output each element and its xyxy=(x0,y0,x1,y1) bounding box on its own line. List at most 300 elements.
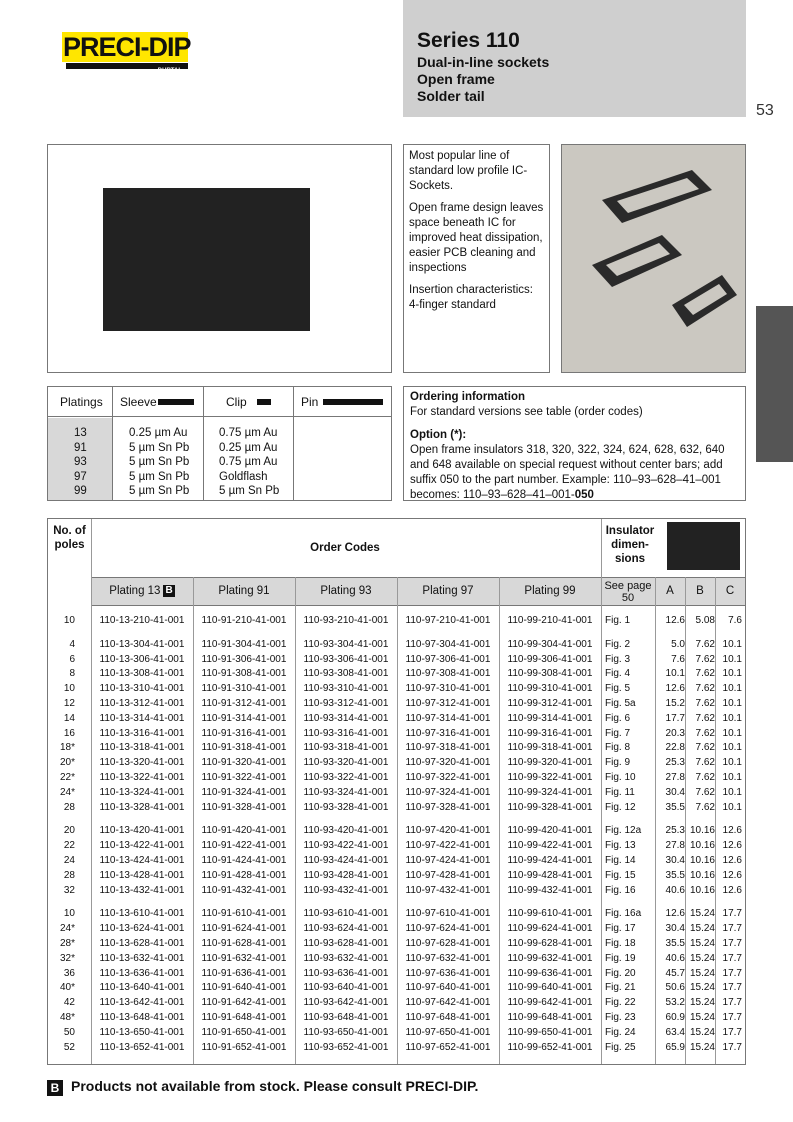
order-code-cell: 110-91-306-41-001 xyxy=(201,653,287,665)
option-suffix: 050 xyxy=(574,489,594,501)
order-code-cell: 110-13-628-41-001 xyxy=(99,937,185,949)
option-body: Open frame insulators 318, 320, 322, 324, 624, 628, 632, 640 and 648 available on special request without center bars; add suffix 050 to the part number. Example: 110–93–628–41–001 becomes: 110–93–628–41–001- xyxy=(410,444,725,501)
table-row xyxy=(48,1064,745,1065)
plating-code: 99 xyxy=(74,485,87,497)
order-code-cell: 110-93-640-41-001 xyxy=(303,982,389,994)
order-code-cell: 110-99-324-41-001 xyxy=(507,786,593,798)
insulator-drawing-placeholder xyxy=(667,522,740,570)
dim-c-cell: 10.1 xyxy=(722,742,742,754)
poles-header: No. of poles xyxy=(53,525,86,551)
dim-c-cell: 17.7 xyxy=(722,908,742,920)
order-code-cell: 110-97-318-41-001 xyxy=(405,742,491,754)
plating-13-header xyxy=(91,578,193,605)
figure-cell: Fig. 8 xyxy=(605,742,631,754)
order-code-cell: 110-93-316-41-001 xyxy=(303,727,389,739)
sleeve-swatch xyxy=(158,399,194,405)
order-code-cell: 110-97-428-41-001 xyxy=(405,869,491,881)
dim-b-header: B xyxy=(696,585,704,597)
dim-a-cell: 30.4 xyxy=(665,786,685,798)
dim-a-cell: 27.8 xyxy=(665,771,685,783)
dim-c-cell: 7.6 xyxy=(728,615,742,626)
order-code-cell: 110-99-648-41-001 xyxy=(507,1011,593,1023)
dim-b-cell xyxy=(688,1064,715,1065)
ordering-information xyxy=(403,386,746,501)
table-row xyxy=(48,682,745,697)
dim-b-cell: 7.62 xyxy=(695,742,715,754)
order-code-cell: 110-91-648-41-001 xyxy=(201,1011,287,1023)
figure-cell: Fig. 12 xyxy=(605,801,636,813)
sleeve-value: 5 µm Sn Pb xyxy=(129,470,190,483)
dim-a-cell: 65.9 xyxy=(665,1041,685,1053)
platings-divider xyxy=(293,387,294,500)
order-code-cell: 110-93-428-41-001 xyxy=(303,869,389,881)
figure-cell: Fig. 21 xyxy=(605,982,636,994)
order-code-cell: 110-99-210-41-001 xyxy=(507,615,593,626)
table-row xyxy=(48,869,745,884)
order-code-cell: 110-99-652-41-001 xyxy=(507,1041,593,1053)
dim-a-cell: 50.6 xyxy=(665,982,685,994)
order-code-cell: 110-13-322-41-001 xyxy=(99,771,185,783)
order-code-cell: 110-13-642-41-001 xyxy=(99,997,185,1009)
plating-code: 13 xyxy=(74,427,87,439)
order-code-cell: 110-13-610-41-001 xyxy=(99,908,185,920)
sleeve-value: 5 µm Sn Pb xyxy=(129,485,190,497)
order-code-cell: 110-99-610-41-001 xyxy=(507,908,593,920)
dim-c-cell: 12.6 xyxy=(722,884,742,896)
order-code-cell xyxy=(193,1064,295,1065)
figure-cell: Fig. 4 xyxy=(605,668,631,680)
poles-cell: 10 xyxy=(63,615,75,626)
dim-b-cell: 15.24 xyxy=(689,1041,715,1053)
order-code-cell: 110-91-312-41-001 xyxy=(201,697,287,709)
drawing-frame xyxy=(47,144,392,373)
sleeve-values xyxy=(129,426,189,499)
dim-b-cell: 7.62 xyxy=(695,771,715,783)
dim-a-cell: 20.3 xyxy=(665,727,685,739)
dim-b-cell: 7.62 xyxy=(695,683,715,695)
order-code-cell: 110-91-304-41-001 xyxy=(201,638,287,650)
clip-value: 5 µm Sn Pb xyxy=(219,485,280,497)
table-row xyxy=(48,1026,745,1041)
dim-c-cell: 17.7 xyxy=(722,1041,742,1053)
order-code-cell: 110-97-322-41-001 xyxy=(405,771,491,783)
figure-cell: Fig. 17 xyxy=(605,923,636,935)
dim-c-cell: 17.7 xyxy=(722,1026,742,1038)
poles-cell: 12 xyxy=(63,697,75,709)
table-row xyxy=(48,771,745,786)
dim-a-cell: 25.3 xyxy=(665,757,685,769)
dim-c-cell: 10.1 xyxy=(722,697,742,709)
order-code-cell: 110-91-432-41-001 xyxy=(201,884,287,896)
order-codes-header: Order Codes xyxy=(310,542,380,554)
figure-cell: Fig. 6 xyxy=(605,712,631,724)
order-code-cell: 110-99-422-41-001 xyxy=(507,840,593,852)
order-code-cell: 110-97-308-41-001 xyxy=(405,668,491,680)
order-code-cell: 110-91-610-41-001 xyxy=(201,908,287,920)
dim-b-cell: 10.16 xyxy=(689,854,715,866)
order-code-cell: 110-91-422-41-001 xyxy=(201,840,287,852)
order-code-cell: 110-91-652-41-001 xyxy=(201,1041,287,1053)
table-row xyxy=(48,854,745,869)
dim-c-header: C xyxy=(725,585,735,597)
order-code-cell: 110-97-304-41-001 xyxy=(405,638,491,650)
table-row xyxy=(48,1011,745,1026)
order-code-cell: 110-97-610-41-001 xyxy=(405,908,491,920)
dim-b-cell: 5.08 xyxy=(695,615,715,626)
poles-cell: 18* xyxy=(59,742,75,754)
drawing-placeholder xyxy=(103,188,310,331)
order-code-cell: 110-97-652-41-001 xyxy=(405,1041,491,1053)
figure-cell: Fig. 16 xyxy=(605,884,636,896)
order-code-cell xyxy=(295,1064,397,1065)
table-row xyxy=(48,756,745,771)
figure-cell: Fig. 5a xyxy=(605,697,636,709)
figure-cell: Fig. 1 xyxy=(605,615,631,626)
dim-b-cell: 10.16 xyxy=(689,840,715,852)
order-code-cell: 110-97-306-41-001 xyxy=(405,653,491,665)
platings-table xyxy=(47,386,392,501)
order-code-cell: 110-97-432-41-001 xyxy=(405,884,491,896)
clip-swatch xyxy=(257,399,271,405)
poles-cell: 36 xyxy=(63,967,75,979)
table-row xyxy=(48,801,745,816)
table-row xyxy=(48,697,745,712)
order-code-cell: 110-97-424-41-001 xyxy=(405,854,491,866)
dim-b-cell: 15.24 xyxy=(689,1026,715,1038)
dim-b-cell: 7.62 xyxy=(695,668,715,680)
order-code-cell: 110-91-320-41-001 xyxy=(201,757,287,769)
order-code-cell: 110-13-428-41-001 xyxy=(99,869,185,881)
description-text-2: Open frame design leaves space beneath IC for improved heat dissipation, easier PCB cleaning and inspections xyxy=(409,202,544,274)
dim-c-cell: 10.1 xyxy=(722,638,742,650)
order-code-cell xyxy=(499,1064,601,1065)
dim-a-cell: 53.2 xyxy=(665,997,685,1009)
order-code-cell: 110-97-642-41-001 xyxy=(405,997,491,1009)
product-photo xyxy=(561,144,746,373)
plating-91-header: Plating 91 xyxy=(218,585,270,597)
order-code-cell: 110-97-628-41-001 xyxy=(405,937,491,949)
order-code-cell: 110-13-310-41-001 xyxy=(99,683,185,695)
order-code-cell: 110-97-648-41-001 xyxy=(405,1011,491,1023)
ordering-subtitle: For standard versions see table (order codes) xyxy=(410,406,643,418)
figure-cell: Fig. 7 xyxy=(605,727,631,739)
order-code-cell: 110-13-640-41-001 xyxy=(99,982,185,994)
order-code-cell: 110-93-322-41-001 xyxy=(303,771,389,783)
logo-text: PRECI-DIP xyxy=(63,32,191,62)
table-row xyxy=(48,937,745,952)
order-code-cell: 110-93-324-41-001 xyxy=(303,786,389,798)
dim-c-cell: 17.7 xyxy=(722,937,742,949)
table-row xyxy=(48,614,745,629)
poles-cell: 20* xyxy=(59,757,75,769)
dim-b-cell: 7.62 xyxy=(695,727,715,739)
dim-a-cell: 30.4 xyxy=(665,923,685,935)
dim-b-cell: 7.62 xyxy=(695,801,715,813)
dim-b-cell: 15.24 xyxy=(689,908,715,920)
poles-cell: 28 xyxy=(63,869,75,881)
plating-subheader-row xyxy=(91,577,746,606)
clip-value: 0.75 µm Au xyxy=(219,456,278,468)
order-code-cell: 110-13-652-41-001 xyxy=(99,1041,185,1053)
table-row xyxy=(48,884,745,899)
socket-photo-illustration xyxy=(562,145,746,373)
dim-a-cell: 7.6 xyxy=(671,653,685,665)
order-code-cell: 110-97-210-41-001 xyxy=(405,615,491,626)
order-code-cell: 110-93-320-41-001 xyxy=(303,757,389,769)
page-number: 53 xyxy=(756,102,774,119)
figure-cell: Fig. 20 xyxy=(605,967,636,979)
dim-c-cell xyxy=(716,1064,742,1065)
dim-b-cell: 15.24 xyxy=(689,923,715,935)
description-text-3: Insertion characteristics: 4-finger standard xyxy=(409,284,533,311)
order-code-cell: 110-93-306-41-001 xyxy=(303,653,389,665)
order-code-cell: 110-91-428-41-001 xyxy=(201,869,287,881)
order-code-cell: 110-93-314-41-001 xyxy=(303,712,389,724)
dim-c-cell: 17.7 xyxy=(722,952,742,964)
order-code-cell: 110-91-640-41-001 xyxy=(201,982,287,994)
order-code-cell: 110-91-210-41-001 xyxy=(201,615,287,626)
footnote-text: Products not available from stock. Please consult PRECI-DIP. xyxy=(71,1078,479,1094)
figure-cell: Fig. 18 xyxy=(605,937,636,949)
table-row xyxy=(48,996,745,1011)
figure-cell: Fig. 22 xyxy=(605,997,636,1009)
order-code-cell: 110-91-324-41-001 xyxy=(201,786,287,798)
order-code-cell: 110-99-628-41-001 xyxy=(507,937,593,949)
order-code-cell: 110-97-324-41-001 xyxy=(405,786,491,798)
figure-cell: Fig. 23 xyxy=(605,1011,636,1023)
order-code-cell: 110-93-312-41-001 xyxy=(303,697,389,709)
plating-93-header: Plating 93 xyxy=(320,585,372,597)
poles-cell: 24* xyxy=(59,786,75,798)
dim-b-cell: 15.24 xyxy=(689,982,715,994)
title-line-2: Open frame xyxy=(417,71,495,87)
poles-cell xyxy=(48,1064,75,1065)
dim-b-cell: 7.62 xyxy=(695,757,715,769)
order-code-cell: 110-93-422-41-001 xyxy=(303,840,389,852)
order-code-cell: 110-97-328-41-001 xyxy=(405,801,491,813)
figure-cell: Fig. 2 xyxy=(605,638,631,650)
order-code-cell: 110-93-328-41-001 xyxy=(303,801,389,813)
dim-c-cell: 12.6 xyxy=(722,825,742,837)
preci-dip-logo xyxy=(62,32,191,74)
dim-c-cell: 10.1 xyxy=(722,712,742,724)
dim-a-cell: 27.8 xyxy=(665,840,685,852)
order-code-cell: 110-93-652-41-001 xyxy=(303,1041,389,1053)
figure-cell: Fig. 16a xyxy=(605,908,642,920)
figure-cell: Fig. 9 xyxy=(605,757,631,769)
order-code-cell: 110-91-310-41-001 xyxy=(201,683,287,695)
order-code-cell: 110-93-624-41-001 xyxy=(303,923,389,935)
logo-subtext: DURTAL xyxy=(157,68,182,74)
order-code-cell: 110-93-642-41-001 xyxy=(303,997,389,1009)
dim-b-cell: 7.62 xyxy=(695,786,715,798)
dim-b-cell: 7.62 xyxy=(695,712,715,724)
table-row xyxy=(48,667,745,682)
platings-divider xyxy=(112,387,113,500)
order-code-cell: 110-97-420-41-001 xyxy=(405,825,491,837)
title-line-3: Solder tail xyxy=(417,88,485,104)
order-code-cell: 110-99-320-41-001 xyxy=(507,757,593,769)
order-code-cell: 110-13-308-41-001 xyxy=(99,668,185,680)
dim-c-cell: 10.1 xyxy=(722,771,742,783)
order-code-cell: 110-99-322-41-001 xyxy=(507,771,593,783)
order-code-cell: 110-99-650-41-001 xyxy=(507,1026,593,1038)
poles-cell: 48* xyxy=(59,1011,75,1023)
order-code-cell: 110-99-314-41-001 xyxy=(507,712,593,724)
clip-header-label: Clip xyxy=(226,395,247,409)
dim-c-cell: 12.6 xyxy=(722,840,742,852)
order-code-cell: 110-97-314-41-001 xyxy=(405,712,491,724)
dim-b-cell: 15.24 xyxy=(689,952,715,964)
figure-cell: Fig. 19 xyxy=(605,952,636,964)
order-code-cell: 110-99-642-41-001 xyxy=(507,997,593,1009)
order-code-cell: 110-99-636-41-001 xyxy=(507,967,593,979)
poles-cell: 14 xyxy=(63,712,75,724)
poles-cell: 16 xyxy=(63,727,75,739)
dim-a-cell: 12.6 xyxy=(665,615,685,626)
poles-cell: 28* xyxy=(59,937,75,949)
order-code-cell: 110-91-424-41-001 xyxy=(201,854,287,866)
order-code-cell: 110-99-316-41-001 xyxy=(507,727,593,739)
order-code-cell: 110-13-210-41-001 xyxy=(99,615,185,626)
order-code-cell: 110-13-314-41-001 xyxy=(99,712,185,724)
sleeve-value: 5 µm Sn Pb xyxy=(129,456,190,468)
poles-cell: 28 xyxy=(63,801,75,813)
clip-values xyxy=(219,426,279,499)
dim-c-cell: 17.7 xyxy=(722,923,742,935)
insulator-header: Insulator dimen- sions xyxy=(605,525,655,565)
series-title-box xyxy=(403,0,746,117)
order-code-cell: 110-97-310-41-001 xyxy=(405,683,491,695)
platings-divider xyxy=(203,387,204,500)
order-code-cell: 110-99-428-41-001 xyxy=(507,869,593,881)
order-code-cell: 110-13-328-41-001 xyxy=(99,801,185,813)
order-code-cell: 110-91-636-41-001 xyxy=(201,967,287,979)
dim-a-cell: 40.6 xyxy=(665,884,685,896)
pin-swatch xyxy=(323,399,383,405)
order-code-cell: 110-13-324-41-001 xyxy=(99,786,185,798)
dim-b-cell: 10.16 xyxy=(689,825,715,837)
footnote-badge: B xyxy=(47,1080,63,1096)
order-code-cell: 110-91-322-41-001 xyxy=(201,771,287,783)
order-code-cell: 110-97-320-41-001 xyxy=(405,757,491,769)
order-code-cell: 110-13-632-41-001 xyxy=(99,952,185,964)
order-code-cell: 110-93-648-41-001 xyxy=(303,1011,389,1023)
dim-c-cell: 12.6 xyxy=(722,869,742,881)
order-code-cell: 110-99-624-41-001 xyxy=(507,923,593,935)
order-code-cell: 110-97-422-41-001 xyxy=(405,840,491,852)
dim-a-cell: 22.8 xyxy=(665,742,685,754)
dim-c-cell: 12.6 xyxy=(722,854,742,866)
table-row xyxy=(48,981,745,996)
dim-c-cell: 17.7 xyxy=(722,997,742,1009)
order-code-cell: 110-93-304-41-001 xyxy=(303,638,389,650)
order-code-cell: 110-13-320-41-001 xyxy=(99,757,185,769)
poles-cell: 32* xyxy=(59,952,75,964)
order-code-cell: 110-13-420-41-001 xyxy=(99,825,185,837)
dim-c-cell: 10.1 xyxy=(722,683,742,695)
figure-cell: Fig. 11 xyxy=(605,786,635,798)
order-code-cell: 110-93-610-41-001 xyxy=(303,908,389,920)
dim-a-cell: 60.9 xyxy=(665,1011,685,1023)
figure-cell: Fig. 14 xyxy=(605,854,636,866)
dim-b-cell: 10.16 xyxy=(689,869,715,881)
order-code-cell: 110-97-650-41-001 xyxy=(405,1026,491,1038)
order-code-cell: 110-97-636-41-001 xyxy=(405,967,491,979)
order-code-cell: 110-91-624-41-001 xyxy=(201,923,287,935)
order-code-cell: 110-93-628-41-001 xyxy=(303,937,389,949)
table-row xyxy=(48,839,745,854)
order-code-cell: 110-13-624-41-001 xyxy=(99,923,185,935)
order-code-cell: 110-13-312-41-001 xyxy=(99,697,185,709)
table-row xyxy=(48,653,745,668)
order-code-cell: 110-13-432-41-001 xyxy=(99,884,185,896)
order-codes-table xyxy=(47,518,746,1065)
dim-b-cell: 15.24 xyxy=(689,967,715,979)
dim-c-cell: 10.1 xyxy=(722,786,742,798)
side-tab-marker xyxy=(756,306,793,462)
dim-b-cell: 15.24 xyxy=(689,997,715,1009)
dim-a-cell: 45.7 xyxy=(665,967,685,979)
figure-cell: Fig. 25 xyxy=(605,1041,636,1053)
order-code-cell: 110-99-328-41-001 xyxy=(507,801,593,813)
option-text xyxy=(410,443,739,503)
order-code-cell: 110-93-210-41-001 xyxy=(303,615,389,626)
dim-a-cell: 12.6 xyxy=(665,908,685,920)
order-code-cell: 110-91-642-41-001 xyxy=(201,997,287,1009)
order-code-cell: 110-13-422-41-001 xyxy=(99,840,185,852)
ordering-title: Ordering information xyxy=(410,391,525,403)
order-code-cell: 110-91-628-41-001 xyxy=(201,937,287,949)
series-title: Series 110 xyxy=(417,29,520,52)
order-code-cell xyxy=(91,1064,193,1065)
dim-b-cell: 7.62 xyxy=(695,638,715,650)
order-code-cell: 110-99-420-41-001 xyxy=(507,825,593,837)
description-text-1: Most popular line of standard low profile IC-Sockets. xyxy=(409,150,528,192)
sleeve-value: 0.25 µm Au xyxy=(129,427,188,439)
order-code-cell: 110-99-312-41-001 xyxy=(507,697,593,709)
plating-code: 91 xyxy=(74,441,87,454)
poles-cell: 10 xyxy=(63,683,75,695)
plating-code: 93 xyxy=(74,456,87,468)
poles-cell: 52 xyxy=(63,1041,75,1053)
plating-codes xyxy=(74,426,87,499)
table-row xyxy=(48,741,745,756)
dim-a-cell: 15.2 xyxy=(665,697,685,709)
table-row xyxy=(48,1041,745,1056)
poles-cell: 22* xyxy=(59,771,75,783)
order-code-cell: 110-97-312-41-001 xyxy=(405,697,491,709)
figure-cell: Fig. 12a xyxy=(605,825,642,837)
dim-a-cell: 25.3 xyxy=(665,825,685,837)
order-code-cell: 110-13-650-41-001 xyxy=(99,1026,185,1038)
order-code-cell: 110-93-632-41-001 xyxy=(303,952,389,964)
dim-a-cell: 10.1 xyxy=(665,668,685,680)
order-code-cell: 110-99-304-41-001 xyxy=(507,638,593,650)
order-code-cell: 110-13-636-41-001 xyxy=(99,967,185,979)
poles-cell: 42 xyxy=(63,997,75,1009)
order-code-cell: 110-13-316-41-001 xyxy=(99,727,185,739)
order-code-cell: 110-99-308-41-001 xyxy=(507,668,593,680)
plating-code: 97 xyxy=(74,470,87,483)
order-code-cell: 110-91-328-41-001 xyxy=(201,801,287,813)
table-body xyxy=(48,614,745,1065)
figure-cell: Fig. 15 xyxy=(605,869,636,881)
figure-cell: Fig. 10 xyxy=(605,771,636,783)
order-code-cell: 110-13-648-41-001 xyxy=(99,1011,185,1023)
table-row xyxy=(48,922,745,937)
figure-cell: Fig. 13 xyxy=(605,840,636,852)
